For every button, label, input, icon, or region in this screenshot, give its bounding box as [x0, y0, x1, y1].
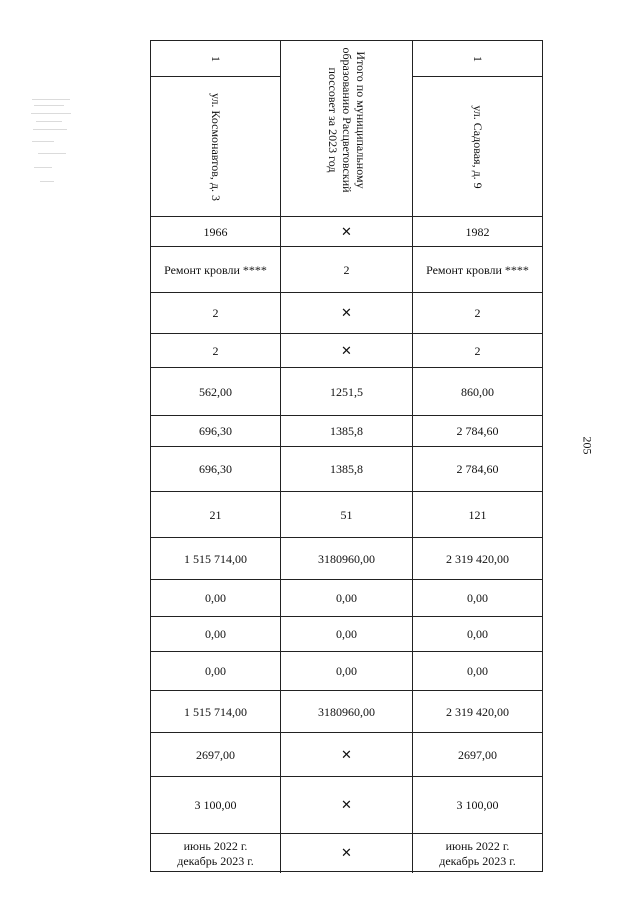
table-cell: 3180960,00: [281, 691, 413, 733]
table-row: [151, 292, 542, 334]
table-cell: 21: [151, 492, 281, 538]
table-cell: 2697,00: [151, 733, 281, 777]
page-number: 205: [580, 436, 595, 455]
table-cell: 2 319 420,00: [446, 704, 509, 719]
table-row: [151, 537, 542, 580]
header-address-2: [413, 77, 542, 216]
table-cell: 696,30: [151, 447, 281, 492]
table-cell: 860,00: [461, 384, 494, 399]
table-cell: ✕: [281, 777, 413, 834]
header-address-1: [151, 77, 281, 216]
header-col-number-1: [151, 41, 281, 77]
table-cell: 0,00: [151, 617, 281, 652]
header-col-number-3: [413, 41, 542, 77]
col-number-text: 1: [208, 55, 223, 62]
table-cell: 3 100,00: [151, 777, 281, 834]
table-cell: 696,30: [151, 416, 281, 447]
table-row: [151, 333, 542, 368]
table-cell: 0,00: [151, 652, 281, 691]
table-cell: 0,00: [281, 580, 413, 617]
table-cell: ✕: [281, 733, 413, 777]
table-cell: 2 784,60: [456, 424, 499, 438]
table-cell: 0,00: [467, 664, 488, 678]
table-row: [151, 446, 542, 492]
table-row: [151, 732, 542, 777]
table-row: [151, 616, 542, 652]
col-number-text: 1: [470, 55, 485, 62]
table-row: [151, 651, 542, 691]
faded-stamp-mark: [30, 95, 74, 190]
table-cell: 2: [474, 343, 481, 358]
table-cell: ✕: [281, 293, 413, 334]
table-row: [151, 690, 542, 733]
table-row: [151, 246, 542, 293]
table-cell: 1966: [151, 217, 281, 247]
total-label-cell: [281, 41, 413, 216]
table-cell: ✕: [281, 834, 413, 873]
table-cell: 121: [468, 507, 487, 522]
table-row: [151, 776, 542, 834]
table-cell: 1 515 714,00: [151, 691, 281, 733]
table-cell: 562,00: [151, 368, 281, 416]
table-cell: 2: [474, 306, 481, 320]
table-cell: 1385,8: [281, 416, 413, 447]
table-cell: 2 784,60: [456, 462, 499, 476]
table-cell: 2: [151, 293, 281, 334]
table-row: [151, 491, 542, 538]
table-cell: 0,00: [467, 591, 488, 605]
data-table: [150, 40, 543, 872]
table-cell: 2: [151, 334, 281, 368]
table-cell: Ремонт кровли ****: [151, 247, 281, 293]
table-row: [151, 579, 542, 617]
table-cell: 3180960,00: [281, 538, 413, 580]
table-cell: 3 100,00: [456, 798, 499, 812]
table-cell: июнь 2022 г. декабрь 2023 г.: [151, 834, 281, 873]
table-row: [151, 367, 542, 416]
table-cell: 1 515 714,00: [151, 538, 281, 580]
table-cell: 2: [281, 247, 413, 293]
table-row: [151, 216, 542, 247]
table-row: [151, 833, 542, 873]
table-cell: 1982: [465, 224, 490, 239]
table-cell: 0,00: [467, 627, 488, 641]
table-cell: 0,00: [151, 580, 281, 617]
table-cell: ✕: [281, 217, 413, 247]
table-cell: 2697,00: [458, 747, 497, 762]
table-cell: 1385,8: [281, 447, 413, 492]
address-2-text: ул. Садовая, д. 9: [470, 104, 485, 189]
address-1-text: ул. Космонавтов, д. 3: [208, 92, 223, 201]
table-cell: 51: [281, 492, 413, 538]
table-cell: 0,00: [281, 652, 413, 691]
table-cell: 2 319 420,00: [446, 551, 509, 566]
table-cell: ✕: [281, 334, 413, 368]
table-cell: июнь 2022 г. декабрь 2023 г.: [439, 838, 516, 868]
table-row: [151, 415, 542, 447]
table-cell: 0,00: [281, 617, 413, 652]
total-label-text: Итого по муниципальному образованию Расцветовский поссовет за 2023 год: [326, 47, 368, 193]
table-cell: Ремонт кровли ****: [426, 262, 529, 277]
table-cell: 1251,5: [281, 368, 413, 416]
